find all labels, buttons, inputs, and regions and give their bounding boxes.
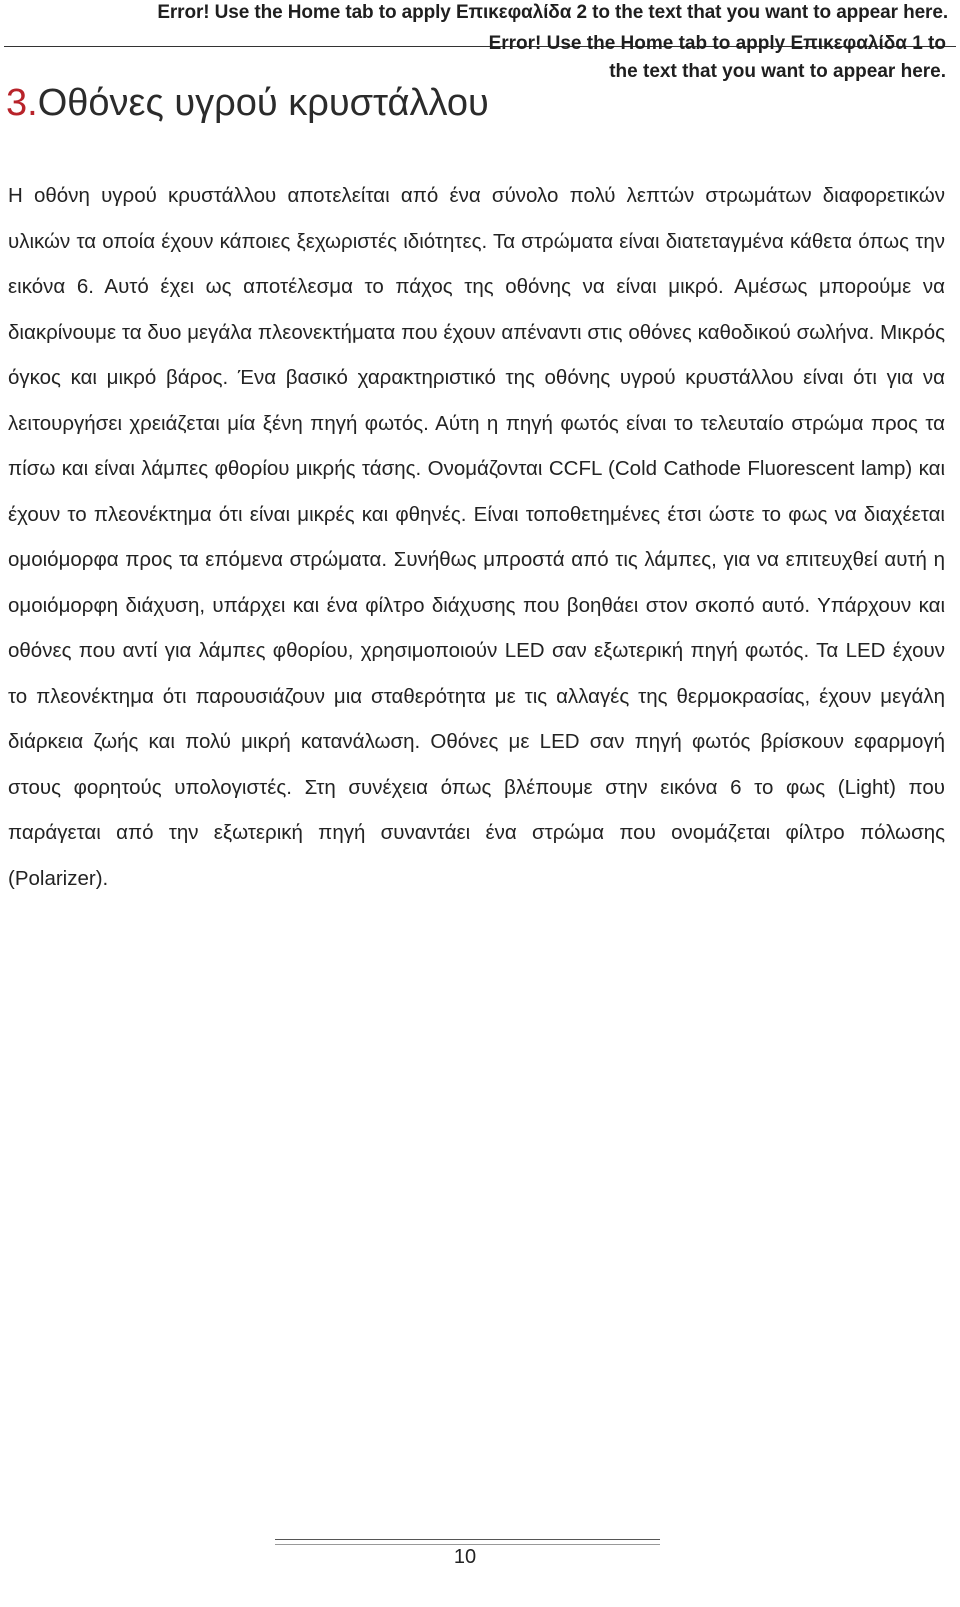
body-paragraph: Η οθόνη υγρού κρυστάλλου αποτελείται από ένα σύνολο πολύ λεπτών στρωμάτων διαφορετικών υλικών τα οποία έχουν κάποιες ξεχωριστές ιδιότητες. Τα στρώματα είναι διατεταγμένα κάθετα όπως την εικόνα 6. Αυτό έχει ως αποτέλεσμα το πάχος της οθόνης να είναι μικρό. Αμέσως μπορούμε να διακρίνουμε τα δυο μεγάλα πλεονεκτήματα που έχουν απέναντι στις οθόνες καθοδικού σωλήνα. Μικρός όγκος και μικρό βάρος. Ένα βασικό χαρακτηριστικό της οθόνης υγρού κρυστάλλου είναι ότι για να λειτουργήσει χρειάζεται μία ξένη πηγή φωτός. Αύτη η πηγή φωτός είναι το τελευταίο στρώμα προς τα πίσω και είναι λάμπες φθορίου μικρής τάσης. Ονομάζονται CCFL (Cold Cathode Fluorescent lamp) και έχουν το πλεονέκτημα ότι είναι μικρές και φθηνές. Είναι τοποθετημένες έτσι ώστε το φως να διαχέεται ομοιόμορφα προς τα επόμενα στρώματα. Συνήθως μπροστά από τις λάμπες, για να επιτευχθεί αυτή η ομοιόμορφη διάχυση, υπάρχει και ένα φίλτρο διάχυσης που βοηθάει στον σκοπό αυτό. Υπάρχουν και οθόνες που αντί για λάμπες φθορίου, χρησιμοποιούν LED σαν εξωτερική πηγή φωτός. Τα LED έχουν το πλεονέκτημα ότι παρουσιάζουν μια σταθερότητα με τις αλλαγές της θερμοκρασίας, έχουν μεγάλη διάρκεια ζωής και πολύ μικρή κατανάλωση. Οθόνες με LED σαν πηγή φωτός βρίσκουν εφαρμογή στους φορητούς υπολογιστές. Στη συνέχεια όπως βλέπουμε στην εικόνα 6 το φως (Light) που παράγεται από την εξωτερική πηγή συναντάει ένα στρώμα που ονομάζεται φίλτρο πόλωσης (Polarizer). — [8, 184, 945, 890]
page-number: 10 — [453, 1546, 477, 1568]
running-head-secondary: Error! Use the Home tab to apply Επικεφαλίδα 1 to the text that you want to appear here. — [488, 33, 946, 82]
chapter-number: 3. — [6, 82, 38, 124]
footer-rule — [275, 1539, 660, 1540]
footer-rule-secondary — [275, 1544, 660, 1545]
running-head-primary: Error! Use the Home tab to apply Επικεφαλίδα 2 to the text that you want to appear here. — [157, 2, 948, 23]
chapter-title-text: Οθόνες υγρού κρυστάλλου — [37, 82, 489, 124]
chapter-heading — [6, 82, 489, 125]
